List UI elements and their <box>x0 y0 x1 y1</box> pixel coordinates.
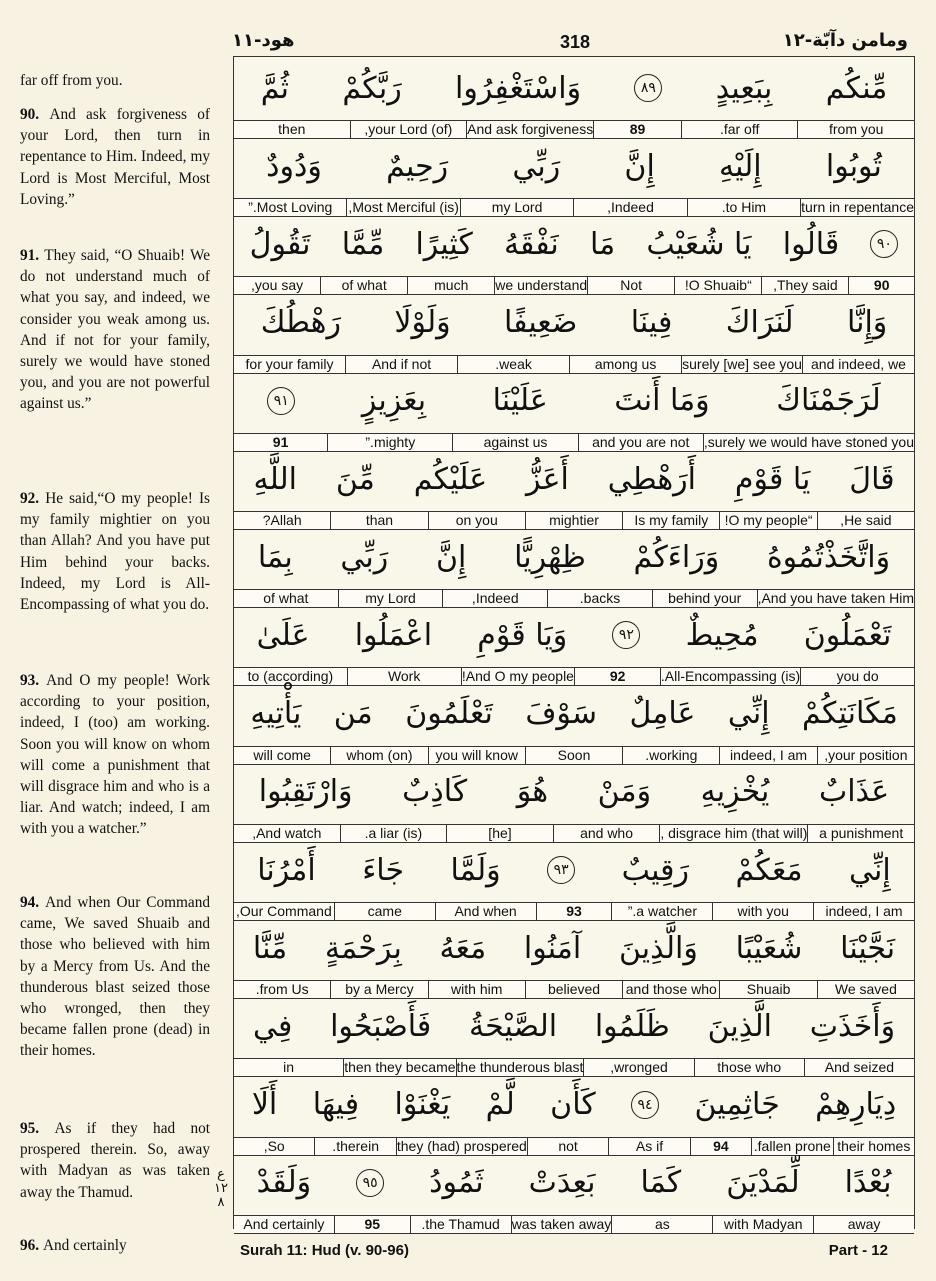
verse-number: 91. <box>20 247 45 264</box>
arabic-word: مِّنكُم <box>825 70 888 106</box>
gloss-cell: they (had) prospered <box>396 1137 527 1154</box>
translation-text: As if they had not prospered therein. So, away with Madyan as was taken away the Thamud. <box>20 1120 210 1201</box>
arabic-word: قَالَ <box>849 461 895 497</box>
gloss-cell: (according) to <box>247 668 334 685</box>
arabic-word: إِنَّ <box>435 539 467 575</box>
arabic-word: وَاسْتَغْفِرُوا <box>455 70 582 106</box>
gloss-cell: And seized <box>804 1059 914 1076</box>
arabic-word: مَعَهُ <box>439 930 487 966</box>
gloss-cell: They said, <box>761 277 848 294</box>
word-by-word-grid <box>233 56 915 1232</box>
gloss-cell: “O Shuaib! <box>674 277 761 294</box>
gloss-cell: we understand <box>495 277 588 294</box>
gloss-cell: my Lord <box>460 199 573 216</box>
gloss-cell: Our Command, <box>236 903 332 919</box>
gloss-cell: Indeed, <box>442 590 547 607</box>
arabic-word: وَأَخَذَتِ <box>809 1008 896 1044</box>
gloss-cell: your position, <box>817 747 914 764</box>
arabic-line <box>234 917 914 979</box>
gloss-cell: than <box>330 512 427 529</box>
gloss-cell: you will know <box>428 747 525 764</box>
arabic-word: جَاثِمِينَ <box>694 1087 780 1123</box>
arabic-word: ثَمُودُ <box>429 1165 484 1201</box>
gloss-cell: Work <box>347 668 461 685</box>
gloss-cell: the Thamud. <box>410 1216 511 1233</box>
gloss-cell: will come <box>253 746 311 763</box>
arabic-line <box>234 839 914 901</box>
arabic-word: دِيَارِهِمْ <box>815 1087 897 1123</box>
arabic-word: بَعِدَتْ <box>528 1165 596 1201</box>
gloss-cell: then <box>278 121 306 137</box>
arabic-line <box>234 213 914 275</box>
gloss-cell: [he] <box>446 825 553 842</box>
gloss-cell: Shuaib <box>719 981 816 998</box>
gloss-cell: was taken away <box>511 1215 612 1232</box>
gloss-cell: (that will) disgrace him , <box>660 824 808 841</box>
arabic-word: مُحِيطٌ <box>685 617 759 653</box>
gloss-cell: As if <box>608 1138 689 1155</box>
gloss-cell: came <box>334 903 435 920</box>
arabic-word: بِبَعِيدٍ <box>715 70 773 106</box>
gloss-cell: of what <box>320 277 407 294</box>
gloss-cell: you do <box>800 668 914 685</box>
footer-part: Part - 12 <box>828 1242 888 1259</box>
gloss-cell: behind your <box>652 590 757 607</box>
gloss-cell: against us <box>452 434 577 451</box>
arabic-word: وَالَّذِينَ <box>618 930 698 966</box>
gloss-cell: mighty.” <box>327 434 452 451</box>
arabic-word: عَذَابٌ <box>818 774 890 810</box>
arabic-word: مِّمَّا <box>341 226 385 262</box>
verse-number: 95. <box>20 1120 55 1137</box>
arabic-word: إِنَّ <box>624 148 655 184</box>
arabic-word: أَلَا <box>251 1087 278 1123</box>
gloss-cell: in <box>283 1059 295 1076</box>
arabic-word: إِنِّي <box>849 852 891 888</box>
arabic-word: ضَعِيفًا <box>504 305 578 341</box>
gloss-cell: surely [we] see you <box>682 355 802 372</box>
arabic-word: عَلَىٰ <box>256 617 310 653</box>
gloss-cell: 90 <box>848 277 914 294</box>
gloss-cell: 92 <box>574 668 660 685</box>
gloss-cell: surely we would have stoned you, <box>703 433 914 450</box>
verse-end-marker: ٨٩ <box>634 74 662 102</box>
arabic-word: يَا قَوْمِ <box>734 461 811 497</box>
arabic-word: يَأْتِيهِ <box>250 696 302 732</box>
gloss-cell: We saved <box>817 981 914 998</box>
arabic-word: رَبَّكُمْ <box>342 70 402 106</box>
arabic-word: فِينَا <box>630 305 673 341</box>
arabic-line <box>234 761 914 823</box>
gloss-cell: mightier <box>525 512 622 529</box>
verse-number: 93. <box>20 672 47 689</box>
arabic-word: لَّمْ <box>485 1087 515 1123</box>
translation-text: And O my people! Work according to your position, indeed, I (too) am working. Soon you will know on whom will come a punishment that will disgrace him and who is a liar. And watch; indeed, I am with you a watcher.” <box>20 672 210 838</box>
gloss-cell: for your family <box>245 355 334 372</box>
verse-end-marker: ٩١ <box>267 387 295 415</box>
arabic-word: إِلَيْهِ <box>719 148 762 184</box>
translation-text: far off from you. <box>20 72 123 89</box>
arabic-word: رَبِّي <box>340 539 389 575</box>
arabic-word: الصَّيْحَةُ <box>469 1008 558 1044</box>
gloss-cell: He said, <box>817 512 914 529</box>
arabic-word: كَأَن <box>550 1087 596 1123</box>
arabic-line <box>234 604 914 666</box>
arabic-word: فَأَصْبَحُوا <box>330 1008 432 1044</box>
arabic-word: مِّنَ <box>335 461 375 497</box>
arabic-line <box>234 370 914 432</box>
gloss-cell: not <box>527 1138 608 1155</box>
gloss-cell: to Him. <box>687 199 800 216</box>
arabic-word: أَرَهْطِي <box>607 461 696 497</box>
arabic-word: اعْمَلُوا <box>354 617 433 653</box>
translation-text: And ask forgiveness of your Lord, then turn in repentance to Him. Indeed, my Lord is Most Merciful, Most Loving.” <box>20 106 210 208</box>
translation-paragraph <box>20 892 210 1062</box>
ruku-marker: ع ١٢ ٨ <box>214 1167 228 1210</box>
gloss-cell: indeed, I am <box>719 747 816 764</box>
gloss-cell: “O my people! <box>719 512 816 529</box>
arabic-word: تَقُولُ <box>249 226 311 262</box>
translation-paragraph <box>20 488 210 615</box>
arabic-word: قَالُوا <box>782 226 840 262</box>
gloss-cell: 93 <box>536 903 612 920</box>
gloss-cell: therein. <box>314 1138 395 1155</box>
gloss-cell: And watch, <box>252 824 322 841</box>
gloss-cell: 89 <box>593 121 681 138</box>
arabic-word: وَلَوْلَا <box>394 305 451 341</box>
arabic-word: يَغْنَوْا <box>394 1087 451 1123</box>
gloss-cell: (of) your Lord, <box>350 121 467 138</box>
arabic-word: كَمَا <box>640 1165 682 1201</box>
gloss-cell: Most Loving.” <box>248 199 333 216</box>
gloss-cell: of what <box>263 590 309 607</box>
gloss-cell: 94 <box>690 1138 751 1155</box>
arabic-line <box>234 1152 914 1214</box>
gloss-cell: (is) Most Merciful, <box>348 199 459 216</box>
arabic-line <box>234 995 914 1057</box>
gloss-cell: far off. <box>681 121 798 138</box>
gloss-cell: those who <box>694 1059 804 1076</box>
gloss-cell: believed <box>525 981 622 998</box>
verse-number: 90. <box>20 106 50 123</box>
gloss-cell: much <box>407 277 494 294</box>
arabic-word: رَهْطُكَ <box>260 305 341 341</box>
header-juz-title: ومامن دآبّة-١٢ <box>782 30 908 51</box>
arabic-word: نَجَّيْنَا <box>840 930 896 966</box>
verse-number: 96. <box>20 1237 43 1254</box>
arabic-word: مِّنَّا <box>252 930 288 966</box>
arabic-word: بِمَا <box>257 539 293 575</box>
gloss-cell: with you <box>712 903 813 920</box>
arabic-word: لَرَجَمْنَاكَ <box>776 383 881 419</box>
arabic-word: يُخْزِيهِ <box>700 774 770 810</box>
gloss-cell: And ask forgiveness <box>467 121 594 137</box>
arabic-word: عَلَيْنَا <box>492 383 548 419</box>
gloss-cell: Allah? <box>262 512 302 528</box>
gloss-cell: And if not <box>345 356 457 373</box>
translation-text: They said, “O Shuaib! We do not understand much of what you say, and indeed, we consider you weak among us. And if not for your family, surely we would have stoned you, and you are not powerful against us.” <box>20 247 210 413</box>
verse-end-marker: ٩٠ <box>870 230 898 258</box>
arabic-word: مَكَانَتِكُمْ <box>802 696 898 732</box>
gloss-cell: as <box>611 1216 712 1233</box>
arabic-word: عَامِلٌ <box>629 696 696 732</box>
gloss-cell: my Lord <box>338 590 443 607</box>
arabic-word: وَارْتَقِبُوا <box>258 774 353 810</box>
arabic-word: وَلَمَّا <box>450 852 501 888</box>
arabic-line <box>234 292 914 354</box>
gloss-cell: (on) whom <box>330 747 427 764</box>
arabic-word: وَلَقَدْ <box>256 1165 312 1201</box>
arabic-line <box>234 448 914 510</box>
footer-surah-reference: Surah 11: Hud (v. 90-96) <box>240 1242 409 1259</box>
gloss-cell: a punishment <box>807 825 914 842</box>
gloss-cell: with Madyan <box>712 1216 813 1233</box>
arabic-word: ثُمَّ <box>260 70 290 106</box>
arabic-line <box>234 526 914 588</box>
arabic-word: كَثِيرًا <box>415 226 473 262</box>
arabic-word: شُعَيْبًا <box>735 930 803 966</box>
gloss-cell: (is) a liar. <box>340 825 447 842</box>
gloss-cell: away <box>813 1216 914 1233</box>
translation-paragraph <box>20 1118 210 1203</box>
arabic-word: فِي <box>252 1008 293 1044</box>
verse-end-marker: ٩٥ <box>356 1169 384 1197</box>
gloss-cell: turn in repentance <box>801 199 914 216</box>
arabic-word: يَا شُعَيْبُ <box>646 226 752 262</box>
arabic-word: اللَّهِ <box>253 461 297 497</box>
gloss-cell: 95 <box>334 1216 410 1233</box>
arabic-word: ظِهْرِيًّا <box>514 539 586 575</box>
arabic-word: تُوبُوا <box>825 148 882 184</box>
arabic-word: وَرَاءَكُمْ <box>633 539 720 575</box>
verse-number: 94. <box>20 894 46 911</box>
gloss-cell: then they became <box>344 1059 456 1076</box>
page-number: 318 <box>559 32 591 52</box>
gloss-cell: and you are not <box>578 434 703 451</box>
arabic-word: نَفْقَهُ <box>503 226 559 262</box>
gloss-cell: and who <box>553 825 660 842</box>
gloss-cell: 91 <box>272 433 289 450</box>
gloss-cell: from Us. <box>255 981 309 998</box>
header-surah-title: هود-١١ <box>232 30 295 51</box>
arabic-word: آمَنُوا <box>523 930 582 966</box>
arabic-word: وَدُودٌ <box>266 148 322 184</box>
gloss-cell: on you <box>428 512 525 529</box>
gloss-cell: Is my family <box>622 512 719 529</box>
gloss-cell: Indeed, <box>573 199 686 216</box>
verse-number: 92. <box>20 490 46 507</box>
gloss-cell: from you <box>797 121 914 138</box>
arabic-line <box>234 1074 914 1136</box>
arabic-word: وَاتَّخَذْتُمُوهُ <box>766 539 891 575</box>
arabic-line <box>234 683 914 745</box>
gloss-cell: with him <box>428 981 525 998</box>
gloss-cell: wronged, <box>583 1059 693 1076</box>
arabic-word: ظَلَمُوا <box>594 1008 670 1044</box>
arabic-word: وَيَا قَوْمِ <box>477 617 568 653</box>
translation-text: And certainly <box>42 1237 127 1254</box>
translation-text: He said,“O my people! Is my family mightier on you than Allah? And you have put Him behind your backs. Indeed, my Lord is All-Encompassing of what you do. <box>20 490 210 614</box>
arabic-word: الَّذِينَ <box>707 1008 772 1044</box>
gloss-cell: and indeed, we <box>802 356 914 373</box>
translation-paragraph <box>20 104 210 210</box>
arabic-word: رَقِيبٌ <box>621 852 689 888</box>
arabic-word: تَعْلَمُونَ <box>405 696 493 732</box>
arabic-word: بُعْدًا <box>844 1165 892 1201</box>
translation-text: And when Our Command came, We saved Shuaib and those who believed with him by a Mercy from Us. And the thunderous blast seized those who wronged, then they became fallen prone (dead) in their homes. <box>20 894 210 1060</box>
gloss-cell: by a Mercy <box>330 981 427 998</box>
translation-paragraph <box>20 70 210 91</box>
arabic-word: وَإِنَّا <box>846 305 888 341</box>
gloss-cell: And certainly <box>243 1215 325 1232</box>
gloss-cell: (is) All-Encompassing. <box>660 668 801 685</box>
arabic-word: مَعَكُمْ <box>735 852 803 888</box>
translation-paragraph <box>20 1235 210 1256</box>
verse-end-marker: ٩٤ <box>631 1091 659 1119</box>
arabic-word: مَا <box>589 226 616 262</box>
gloss-cell: backs. <box>547 590 652 607</box>
arabic-word: تَعْمَلُونَ <box>803 617 892 653</box>
gloss-cell: Not <box>587 277 674 294</box>
arabic-word: أَعَزُّ <box>526 461 569 497</box>
gloss-cell: indeed, I am <box>813 903 914 920</box>
arabic-word: بِرَحْمَةٍ <box>324 930 402 966</box>
gloss-cell: Soon <box>525 747 622 764</box>
arabic-word: لَنَرَاكَ <box>725 305 794 341</box>
gloss-cell: their homes <box>833 1138 914 1155</box>
arabic-word: جَاءَ <box>362 852 404 888</box>
arabic-word: مَن <box>333 696 373 732</box>
arabic-word: بِعَزِيزٍ <box>361 383 427 419</box>
arabic-word: لِّمَدْيَنَ <box>726 1165 800 1201</box>
gloss-cell: and those who <box>622 981 719 998</box>
gloss-line <box>234 1215 914 1234</box>
arabic-word: فِيهَا <box>312 1087 360 1123</box>
arabic-word: هُوَ <box>516 774 549 810</box>
verse-end-marker: ٩٣ <box>547 856 575 884</box>
gloss-cell: among us <box>569 356 681 373</box>
arabic-word: كَاذِبٌ <box>402 774 468 810</box>
arabic-word: رَبِّي <box>512 148 561 184</box>
gloss-cell: And O my people! <box>461 668 574 685</box>
arabic-word: وَمَا أَنتَ <box>614 383 710 419</box>
gloss-cell: a watcher.” <box>611 903 712 920</box>
arabic-word: رَحِيمٌ <box>386 148 449 184</box>
gloss-cell: the thunderous blast <box>456 1059 584 1076</box>
gloss-cell: So, <box>263 1137 285 1154</box>
gloss-cell: working. <box>622 747 719 764</box>
arabic-word: وَمَنْ <box>597 774 652 810</box>
arabic-word: أَمْرُنَا <box>257 852 316 888</box>
gloss-cell: fallen prone. <box>751 1138 832 1155</box>
arabic-word: سَوْفَ <box>525 696 598 732</box>
gloss-cell: weak. <box>457 356 569 373</box>
verse-end-marker: ٩٢ <box>612 621 640 649</box>
arabic-line <box>234 135 914 197</box>
gloss-cell: And you have taken Him, <box>757 590 914 607</box>
gloss-cell: you say, <box>250 277 304 294</box>
translation-paragraph <box>20 245 210 415</box>
arabic-word: إِنِّي <box>727 696 770 732</box>
arabic-line <box>234 57 914 119</box>
arabic-word: عَلَيْكُم <box>413 461 488 497</box>
translation-paragraph <box>20 670 210 840</box>
gloss-cell: And when <box>435 903 536 920</box>
